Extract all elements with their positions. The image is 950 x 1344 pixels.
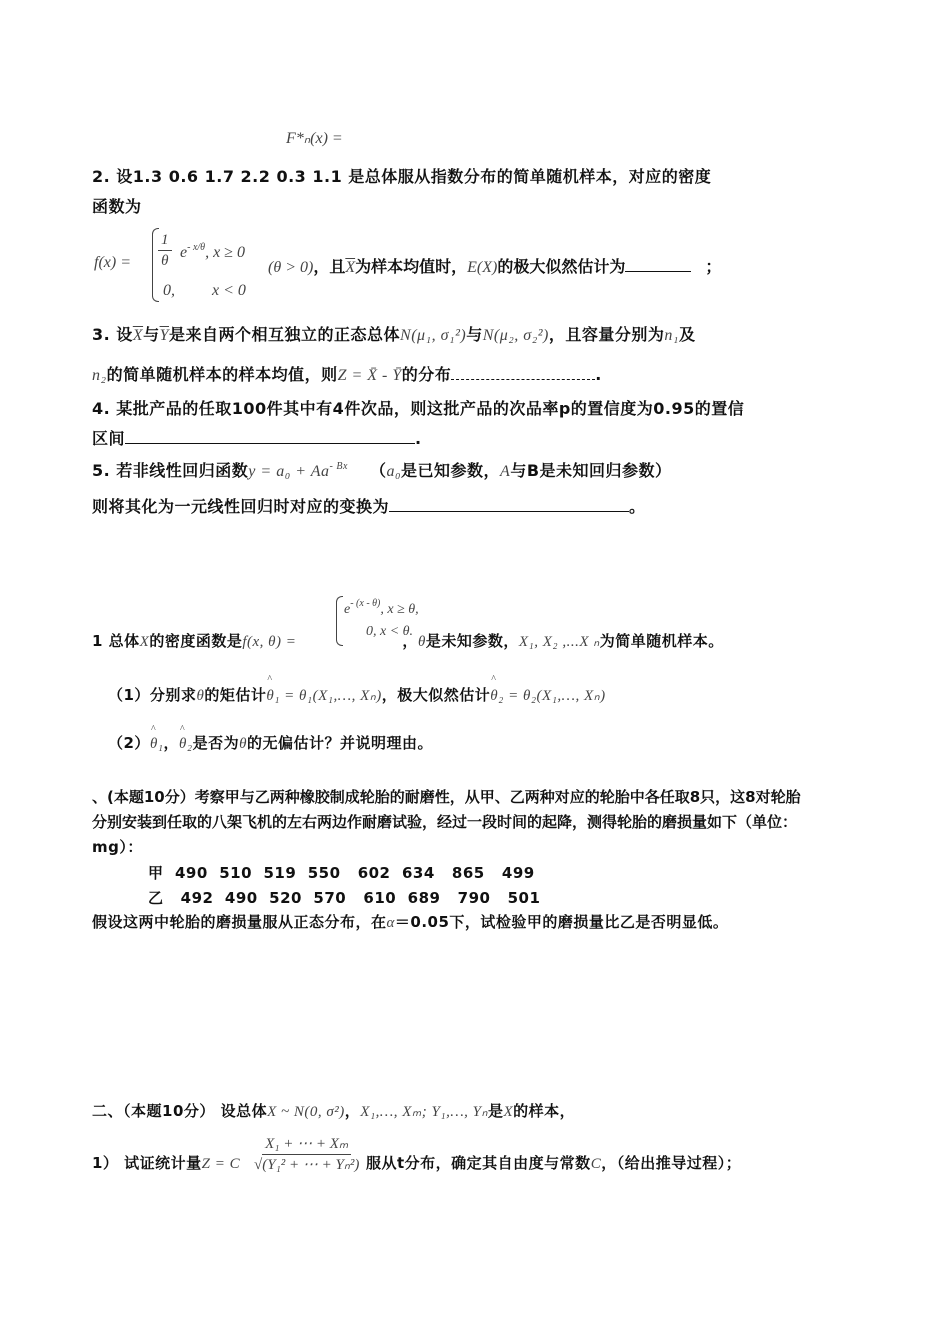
q5-line2: 则将其化为一元线性回归时对应的变换为 。 <box>92 497 646 516</box>
q2-tail: (θ > 0)，且$\overline{X}$为样本均值时，E(X)的极大似然估计为 ； <box>268 257 722 276</box>
p3-line2: 1） 试证统计量Z = C <box>92 1154 241 1172</box>
q2-line1: 2. 设1.3 0.6 1.7 2.2 0.3 1.1 是总体服从指数分布的简单随机样本，对应的密度 <box>92 167 712 186</box>
p1-case2: 0, x < θ. <box>366 624 414 639</box>
q4-line2: 区间 . <box>92 429 422 448</box>
p3-line1: 二、（本题10分） 设总体X ~ N(0, σ²)，X₁,…, Xₘ; Y₁,…, Yₙ是X的样本， <box>92 1102 576 1120</box>
p2-row-a: 甲 490 510 519 550 602 634 865 499 <box>148 864 535 882</box>
q2-case2-expr: 0, <box>163 282 175 299</box>
p2-row-b: 乙 492 490 520 570 610 689 790 501 <box>148 889 541 907</box>
p2-line3: mg）： <box>92 838 143 856</box>
p1-line1: 1 总体X的密度函数是f(x, θ) = ，θ是未知参数，X₁, X₂ ,...X ₙ为简单随机样本。 <box>92 632 724 650</box>
q3-line2: n₂的简单随机样本的样本均值，则Z = X̄ - Ȳ的分布 . <box>92 365 602 384</box>
q2-case2-cond: x < 0 <box>212 282 246 299</box>
q3-answer-blank[interactable] <box>451 369 595 380</box>
p1-sub2: （2）^ θ₁，^ θ₂是否为θ的无偏估计？并说明理由。 <box>108 732 433 753</box>
p2-line2: 分别安装到任取的八架飞机的左右两边作耐磨试验，经过一段时间的起降，测得轮胎的磨损量如下（单位： <box>92 813 798 831</box>
p3-line2-tail: 服从t分布，确定其自由度与常数C，（给出推导过程）； <box>366 1154 742 1172</box>
q5-line1: 5. 若非线性回归函数$y = a_0 + Aa^{- Bx}$ （a₀是已知参数，A与B是未知回归参数） <box>92 461 672 480</box>
q2-f-lhs: f(x) = <box>94 254 131 271</box>
q4-answer-blank[interactable] <box>125 429 415 444</box>
p2-line1: 、(本题10分）考察甲与乙两种橡胶制成轮胎的耐磨性，从甲、乙两种对应的轮胎中各任取8只，这8对轮胎 <box>92 788 801 806</box>
q5-answer-blank[interactable] <box>389 497 629 512</box>
p3-fraction: $\frac{\text{X₁ + ⋯ + Xₘ}}{\text{√(Y₁² + ⋯ + Yₙ²)}}$ <box>254 1136 360 1173</box>
q2-answer-blank[interactable] <box>625 257 691 272</box>
q3-line1: 3. 设$\overline{X}$与$\overline{Y}$是来自两个相互独立的正态总体N(μ₁, σ₁²)与N(μ₂, σ₂²)，且容量分别为n₁及 <box>92 325 696 344</box>
p1-case1: $e^{- (x - \theta)}$, x ≥ θ, <box>344 598 419 617</box>
q2-case1-expr: $e^{- x/\theta}$, x ≥ 0 <box>180 242 245 261</box>
q2-line2: 函数为 <box>92 197 142 216</box>
p1-sub1: （1）分别求θ的矩估计^ θ₁ = θ₁(X₁,…, Xₙ)，极大似然估计^ θ₂ = θ₂(X₁,…, Xₙ) <box>108 684 606 705</box>
q4-line1: 4. 某批产品的任取100件其中有4件次品，则这批产品的次品率p的置信度为0.95的置信 <box>92 399 745 418</box>
p2-conclusion: 假设这两中轮胎的磨损量服从正态分布，在α＝0.05下，试检验甲的磨损量比乙是否明显低。 <box>92 913 729 931</box>
q2-case1-frac: $\frac{1}{\theta}$ <box>158 230 172 271</box>
empirical-cdf-formula: F*ₙ(x) = <box>286 130 343 147</box>
